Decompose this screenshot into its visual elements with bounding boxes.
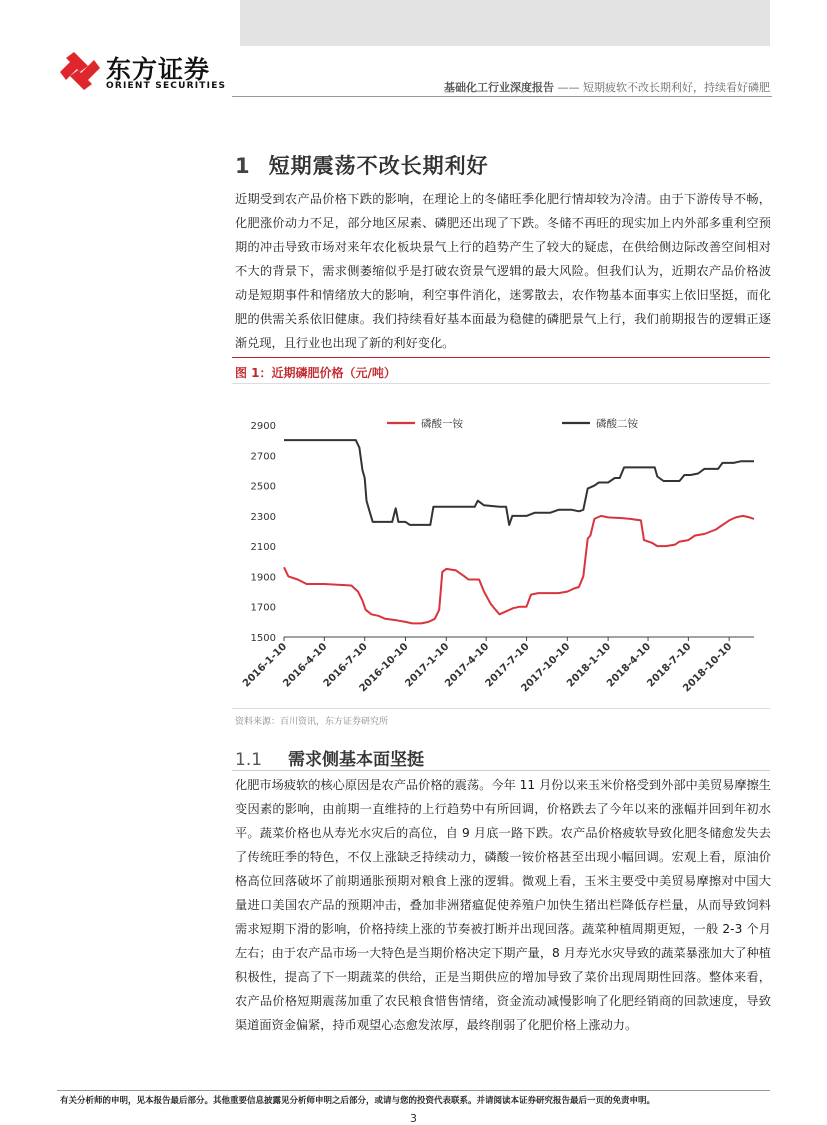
figure-bottom-rule xyxy=(232,708,770,709)
page-number: 3 xyxy=(410,1112,417,1125)
y-tick-label: 1700 xyxy=(250,602,276,614)
section-number: 1 xyxy=(235,154,251,178)
chart-legend xyxy=(387,417,638,430)
y-tick-label: 1900 xyxy=(250,572,276,584)
figure-top-rule xyxy=(232,357,770,358)
section-title: 短期震荡不改长期利好 xyxy=(268,154,489,178)
y-tick-label: 2500 xyxy=(250,481,276,493)
y-axis-ticks xyxy=(251,421,276,644)
subsection-title: 需求侧基本面坚挺 xyxy=(288,750,425,770)
figure-caption-rule xyxy=(232,383,770,384)
running-header xyxy=(444,79,770,95)
x-tick-label: 2017-1-10 xyxy=(403,641,452,690)
x-tick-label: 2017-7-10 xyxy=(483,641,532,690)
series-lines xyxy=(284,440,754,623)
orient-logo-icon xyxy=(58,50,102,92)
y-tick-label: 2100 xyxy=(250,542,276,554)
y-tick-label: 2900 xyxy=(250,421,276,432)
legend-label: 磷酸二铵 xyxy=(596,418,638,430)
x-tick-label: 2018-4-10 xyxy=(605,641,654,690)
report-type: 基础化工行业深度报告 xyxy=(444,81,554,94)
x-tick-label: 2016-1-10 xyxy=(241,641,290,690)
y-tick-label: 2300 xyxy=(250,511,276,523)
subsection-paragraph: 化肥市场疲软的核心原因是农产品价格的震荡。今年 11 月份以来玉米价格受到外部中美贸易摩擦生变因素的影响，由前期一直维持的上行趋势中有所回调，价格跌去了今年以来的涨幅并回到年初水平。蔬菜价格也从寿光水灾后的高位，自 9 月底一路下跌。农产品价格疲软导致化肥冬储愈发失去了传统旺季的特色，不仅上涨缺乏持续动力，磷酸一铵价格甚至出现小幅回调。宏观上看，原油价格高位回落破坏了前期通胀预期对粮食上涨的逻辑。微观上看，玉米主要受中美贸易摩擦对中国大量进口美国农产品的预期冲击，叠加非洲猪瘟促使养殖户加快生猪出栏降低存栏量，从而导致饲料需求短期下滑的影响，价格持续上涨的节奏被打断并出现回落。蔬菜种植周期更短，一般 2-3 个月左右；由于农产品市场一大特色是当期价格决定下期产量，8 月寿光水灾导致的蔬菜暴涨加大了种植积极性，提高了下一期蔬菜的供给，正是当期供应的增加导致了菜价出现周期性回落。整体来看，农产品价格短期震荡加重了农民粮食惜售情绪，资金流动减慢影响了化肥经销商的回款速度，导致渠道面资金偏紧，持币观望心态愈发浓厚，最终削弱了化肥价格上涨动力。 xyxy=(235,778,771,1032)
header-rule xyxy=(232,96,772,97)
header-decor-block xyxy=(240,0,770,46)
section-heading xyxy=(235,150,489,180)
x-tick-label: 2017-10-10 xyxy=(519,641,573,695)
y-tick-label: 2700 xyxy=(250,451,276,463)
figure-caption: 图 1：近期磷肥价格（元/吨） xyxy=(235,366,396,380)
brand-name-en: ORIENT SECURITIES xyxy=(106,81,227,91)
subsection-number: 1.1 xyxy=(235,750,263,770)
footer-disclaimer: 有关分析师的申明，见本报告最后部分。其他重要信息披露见分析师申明之后部分，或请与您的投资代表联系。并请阅读本证券研究报告最后一页的免责申明。 xyxy=(60,1096,656,1106)
x-tick-label: 2016-4-10 xyxy=(281,641,330,690)
x-tick-label: 2018-7-10 xyxy=(645,641,694,690)
x-tick-label: 2016-10-10 xyxy=(357,641,411,695)
subsection-rule xyxy=(232,770,770,771)
x-tick-label: 2018-10-10 xyxy=(681,641,735,695)
legend-label: 磷酸一铵 xyxy=(421,418,463,430)
y-tick-label: 1500 xyxy=(250,633,276,644)
x-tick-label: 2017-4-10 xyxy=(443,641,492,690)
brand-logo xyxy=(58,50,228,92)
header-separator: —— xyxy=(557,81,580,94)
x-axis-ticks xyxy=(241,637,734,694)
x-tick-label: 2018-1-10 xyxy=(565,641,614,690)
figure-source: 资料来源：百川资讯，东方证券研究所 xyxy=(235,717,389,727)
subsection-heading xyxy=(235,745,424,770)
section-paragraph: 近期受到农产品价格下跌的影响，在理论上的冬储旺季化肥行情却较为冷清。由于下游传导不畅，化肥涨价动力不足，部分地区尿素、磷肥还出现了下跌。冬储不再旺的现实加上内外部多重利空预期的冲击导致市场对来年农化板块景气上行的趋势产生了较大的疑虑，在供给侧边际改善空间相对不大的背景下，需求侧萎缩似乎是打破农资景气逻辑的最大风险。但我们认为，近期农产品价格波动是短期事件和情绪放大的影响，利空事件消化，迷雾散去，农作物基本面事实上依旧坚挺，而化肥的供需关系依旧健康。我们持续看好基本面最为稳健的磷肥景气上行，我们前期报告的逻辑正逐渐兑现，且行业也出现了新的利好变化。 xyxy=(235,192,771,350)
footer-rule xyxy=(57,1090,770,1091)
series-line xyxy=(284,516,754,624)
series-line xyxy=(284,440,754,525)
brand-name-cn: 东方证券 xyxy=(106,55,211,84)
phosphate-price-chart xyxy=(232,395,772,707)
report-title: 短期疲软不改长期利好，持续看好磷肥 xyxy=(583,81,770,94)
x-tick-label: 2016-7-10 xyxy=(321,641,370,690)
